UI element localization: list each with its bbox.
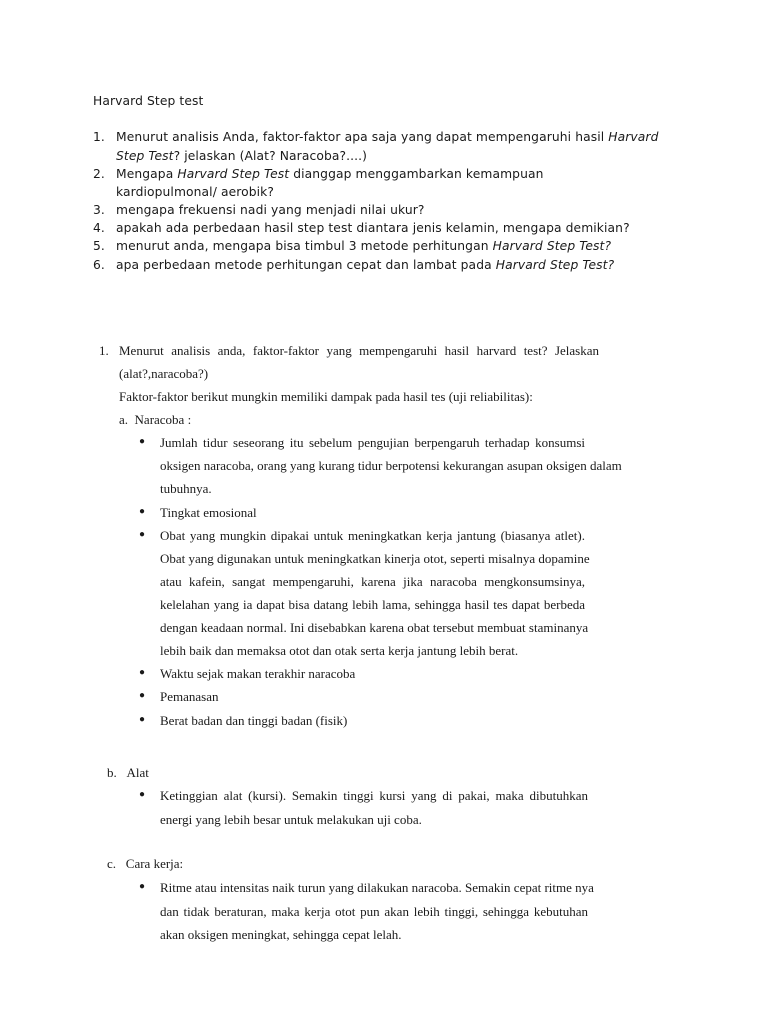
bullet-text: Ketinggian alat (kursi). Semakin tinggi kursi yang di pakai, maka dibutuhkan — [160, 788, 588, 803]
question-text: mengapa frekuensi nadi yang menjadi nilai ukur? — [116, 203, 425, 217]
bullet-text-cont: oksigen naracoba, orang yang kurang tidur berpotensi kekurangan asupan oksigen dalam — [160, 458, 622, 473]
bullet-icon: ● — [139, 529, 146, 540]
bullet-text: Ritme atau intensitas naik turun yang dilakukan naracoba. Semakin cepat ritme nya — [160, 880, 594, 895]
bullet-icon: ● — [139, 690, 146, 701]
answer-intro: Faktor-faktor berikut mungkin memiliki dampak pada hasil tes (uji reliabilitas): — [119, 389, 533, 404]
list-number: 1. — [93, 130, 105, 144]
bullet-text: Tingkat emosional — [160, 505, 257, 520]
list-number: 1. — [99, 343, 109, 358]
section-a-label: a. Naracoba : — [119, 412, 192, 427]
bullet-text-cont: lebih baik dan memaksa otot dan otak serta kerja jantung lebih berat. — [160, 643, 519, 658]
list-number: 6. — [93, 258, 105, 272]
bullet-text-cont: kelelahan yang ia dapat bisa datang lebih lama, sehingga hasil tes dapat berbeda — [160, 597, 585, 612]
list-number: 2. — [93, 167, 105, 181]
bullet-text: Berat badan dan tinggi badan (fisik) — [160, 713, 348, 728]
bullet-icon: ● — [139, 506, 146, 517]
section-b-label: b. Alat — [107, 765, 149, 780]
question-text: Mengapa Harvard Step Test dianggap menggambarkan kemampuan — [116, 167, 544, 181]
bullet-text: Jumlah tidur seseorang itu sebelum pengujian berpengaruh terhadap konsumsi — [160, 435, 585, 450]
bullet-icon: ● — [139, 436, 146, 447]
question-text: Menurut analisis Anda, faktor-faktor apa saja yang dapat mempengaruhi hasil Harvard — [116, 130, 659, 144]
answer-question-line: Menurut analisis anda, faktor-faktor yang mempengaruhi hasil harvard test? Jelaskan — [119, 343, 599, 358]
bullet-text-cont: energi yang lebih besar untuk melakukan uji coba. — [160, 812, 422, 827]
question-text-cont: kardiopulmonal/ aerobik? — [116, 185, 275, 199]
bullet-icon: ● — [139, 667, 146, 678]
bullet-text: Obat yang mungkin dipakai untuk meningkatkan kerja jantung (biasanya atlet). — [160, 528, 585, 543]
question-text: menurut anda, mengapa bisa timbul 3 metode perhitungan Harvard Step Test? — [116, 239, 612, 253]
bullet-text-cont: dan tidak beraturan, maka kerja otot pun akan lebih tinggi, sehingga kebutuhan — [160, 904, 588, 919]
page-title: Harvard Step test — [93, 94, 204, 108]
bullet-text-cont: tubuhnya. — [160, 481, 212, 496]
bullet-text-cont: dengan keadaan normal. Ini disebabkan karena obat tersebut membuat staminanya — [160, 620, 589, 635]
list-number: 5. — [93, 239, 105, 253]
bullet-icon: ● — [139, 881, 146, 892]
bullet-text-cont: Obat yang digunakan untuk meningkatkan kinerja otot, seperti misalnya dopamine — [160, 551, 590, 566]
question-text: apa perbedaan metode perhitungan cepat dan lambat pada Harvard Step Test? — [116, 258, 615, 272]
list-number: 4. — [93, 221, 105, 235]
question-text: apakah ada perbedaan hasil step test diantara jenis kelamin, mengapa demikian? — [116, 221, 630, 235]
bullet-icon: ● — [139, 714, 146, 725]
answer-question-line-cont: (alat?,naracoba?) — [119, 366, 209, 381]
bullet-text-cont: atau kafein, sangat mempengaruhi, karena jika naracoba mengkonsumsinya, — [160, 574, 585, 589]
bullet-text: Pemanasan — [160, 689, 219, 704]
list-number: 3. — [93, 203, 105, 217]
bullet-text: Waktu sejak makan terakhir naracoba — [160, 666, 356, 681]
section-c-label: c. Cara kerja: — [107, 856, 184, 871]
bullet-text-cont: akan oksigen meningkat, sehingga cepat lelah. — [160, 927, 402, 942]
bullet-icon: ● — [139, 789, 146, 800]
question-text-cont: Step Test? jelaskan (Alat? Naracoba?....) — [116, 149, 368, 163]
